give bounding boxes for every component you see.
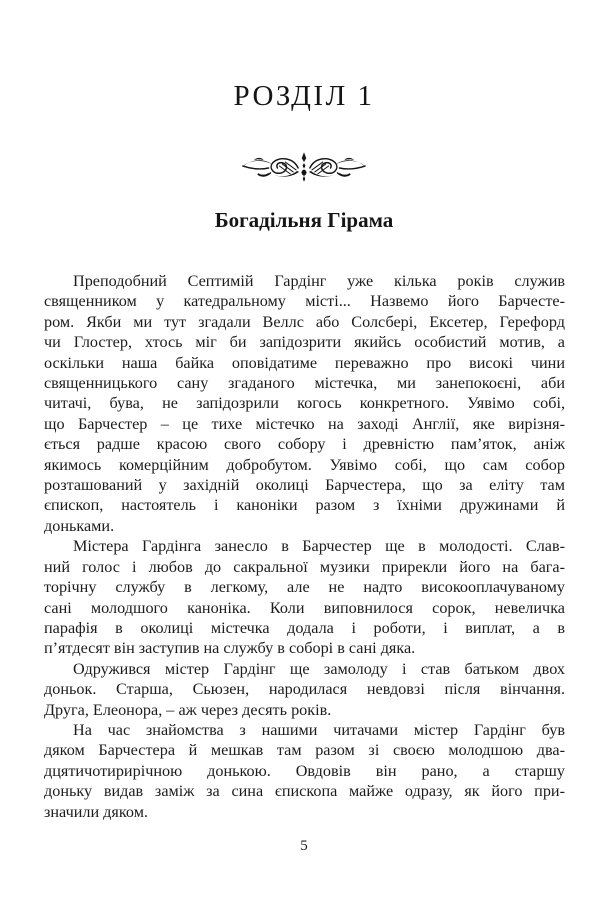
text-line: священником у катедральному місті... Назвемо його Барчесте-	[44, 292, 565, 311]
text-line: доньок. Старша, Сьюзен, народилася невдовзі після вінчання.	[44, 680, 565, 699]
text-line: ється радше красою свого собору і древністю пам’яток, аніж	[44, 435, 565, 454]
text-line: якимось комерційним добробутом. Уявімо собі, що сам собор	[44, 455, 565, 474]
text-line: дяком Барчестера й мешкав там разом зі своєю молодшою два-	[44, 741, 565, 760]
text-line: ний голос і любов до сакральної музики прирекли його на бага-	[44, 557, 565, 576]
text-line: доньками.	[44, 516, 115, 535]
paragraph	[44, 271, 565, 536]
text-line: значили дяком.	[44, 802, 148, 821]
text-line: п’ятдесят він заступив на службу в соборі в сані дяка.	[44, 639, 416, 658]
chapter-title: РОЗДІЛ 1	[233, 80, 375, 112]
text-line: оскільки наша байка оповідатиме переважно про високі чини	[44, 353, 565, 372]
text-line: сані молодшого каноніка. Коли виповнилося сорок, невеличка	[44, 598, 565, 617]
text-line: чи Глостер, хтось міг би запідозрити якийсь особистий мотив, а	[44, 333, 565, 352]
text-line: Одружився містер Гардінг ще замолоду і став батьком двох	[73, 659, 565, 678]
text-line: дцятичотирирічною донькою. Овдовів він рано, а старшу	[44, 761, 565, 780]
text-line: Друга, Елеонора, – аж через десять років.	[44, 700, 332, 719]
body-text	[44, 271, 565, 822]
text-line: Преподобний Септимій Гардінг уже кілька років служив	[73, 272, 565, 290]
text-line: єпископ, настоятель і каноніки разом з їхніми дружинами й	[44, 496, 565, 515]
text-line: торічну службу в легкому, але не надто високооплачуваному	[44, 578, 565, 597]
text-line: ром. Якби ми тут згадали Веллс або Солсбері, Ексетер, Герефорд	[44, 312, 565, 331]
text-line: Містера Гардінга занесло в Барчестер ще в молодості. Слав-	[73, 537, 565, 556]
page-number: 5	[300, 838, 308, 854]
text-line: що Барчестер – це тихе містечко на заході Англії, яке вирізня-	[44, 414, 565, 433]
text-line: На час знайомства з нашими читачами містер Гардінг був	[73, 720, 565, 739]
section-title: Богадільня Гірама	[214, 208, 394, 232]
paragraph	[44, 720, 565, 822]
text-line: розташований у західній околиці Барчестера, що за еліту там	[44, 476, 565, 495]
paragraph	[44, 536, 565, 658]
text-line: парафія в околиці містечка додала і роботи, і виплат, а в	[44, 618, 565, 637]
text-line: священницького сану згаданого містечка, ми занепокоєні, аби	[44, 374, 565, 393]
flourish-divider-icon	[0, 150, 608, 184]
paragraph	[44, 659, 565, 720]
text-line: доньку видав заміж за сина єпископа майже одразу, як його при-	[44, 782, 565, 801]
text-line: читачі, бува, не запідозрили когось конкретного. Уявімо собі,	[44, 394, 565, 413]
